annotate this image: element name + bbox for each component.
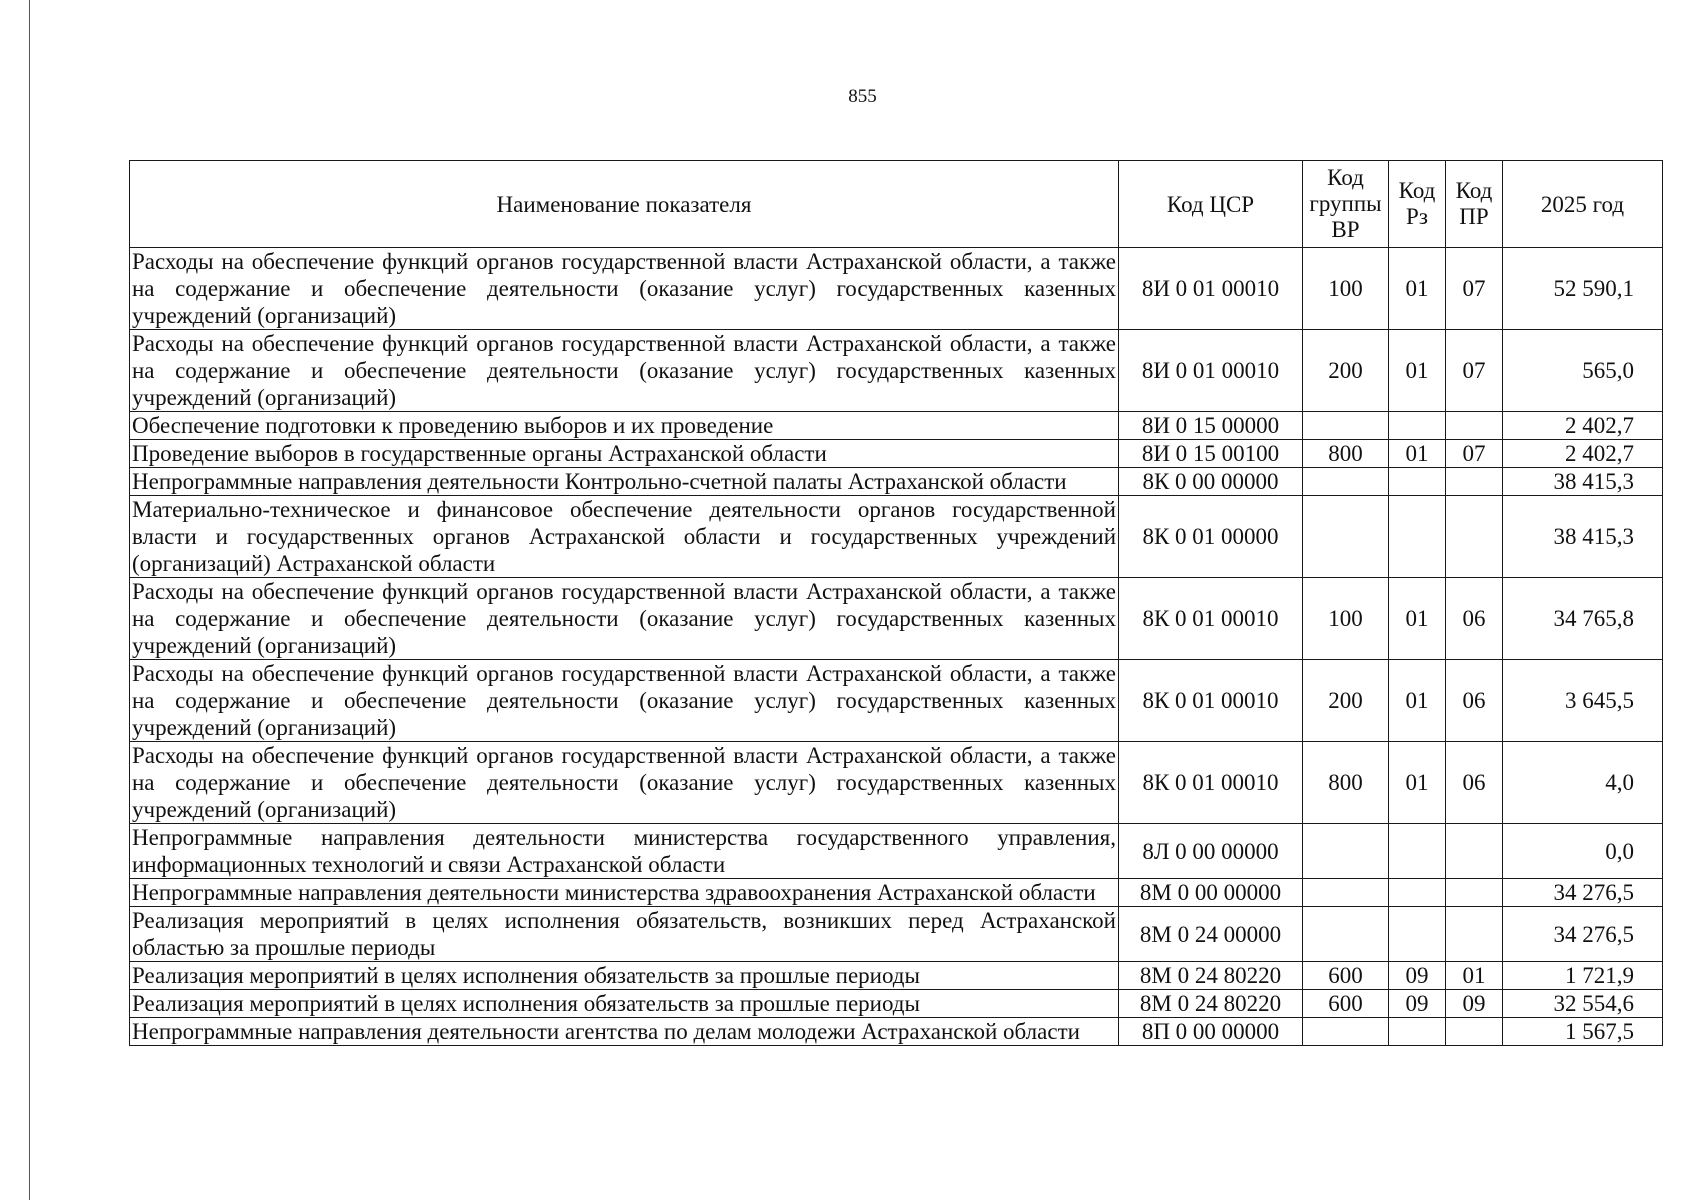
cell-vr: 600	[1303, 990, 1389, 1018]
cell-csr: 8Л 0 00 00000	[1119, 824, 1303, 879]
cell-amount: 1 721,9	[1503, 962, 1663, 990]
cell-amount: 2 402,7	[1503, 440, 1663, 468]
cell-name: Непрограммные направления деятельности министерства государственного управления, информационных технологий и связи Астраханской области	[130, 824, 1119, 879]
cell-pr	[1446, 907, 1503, 962]
table-row	[130, 468, 1663, 496]
cell-name: Расходы на обеспечение функций органов государственной власти Астраханской области, а также на содержание и обеспечение деятельности (оказание услуг) государственных казенных учреждений (организаций)	[130, 330, 1119, 412]
cell-rz: 01	[1389, 660, 1446, 742]
header-csr: Код ЦСР	[1119, 161, 1303, 248]
header-pr: Код ПР	[1446, 161, 1503, 248]
cell-vr: 200	[1303, 660, 1389, 742]
header-amount: 2025 год	[1503, 161, 1663, 248]
cell-pr: 07	[1446, 330, 1503, 412]
cell-vr: 800	[1303, 742, 1389, 824]
cell-csr: 8И 0 01 00010	[1119, 330, 1303, 412]
cell-name: Реализация мероприятий в целях исполнения обязательств, возникших перед Астраханской областью за прошлые периоды	[130, 907, 1119, 962]
cell-pr	[1446, 879, 1503, 907]
cell-pr	[1446, 824, 1503, 879]
cell-csr: 8И 0 01 00010	[1119, 248, 1303, 330]
cell-rz: 01	[1389, 330, 1446, 412]
cell-amount: 4,0	[1503, 742, 1663, 824]
cell-amount: 34 276,5	[1503, 879, 1663, 907]
cell-csr: 8К 0 01 00000	[1119, 496, 1303, 578]
cell-amount: 565,0	[1503, 330, 1663, 412]
cell-pr	[1446, 1018, 1503, 1046]
header-vr: Код группы ВР	[1303, 161, 1389, 248]
cell-rz	[1389, 468, 1446, 496]
cell-csr: 8М 0 00 00000	[1119, 879, 1303, 907]
cell-vr: 200	[1303, 330, 1389, 412]
table-row	[130, 990, 1663, 1018]
cell-pr	[1446, 496, 1503, 578]
table-row	[130, 879, 1663, 907]
table-row	[130, 824, 1663, 879]
cell-name: Расходы на обеспечение функций органов государственной власти Астраханской области, а также на содержание и обеспечение деятельности (оказание услуг) государственных казенных учреждений (организаций)	[130, 660, 1119, 742]
cell-vr: 600	[1303, 962, 1389, 990]
cell-amount: 1 567,5	[1503, 1018, 1663, 1046]
cell-csr: 8К 0 00 00000	[1119, 468, 1303, 496]
cell-rz: 01	[1389, 578, 1446, 660]
cell-vr	[1303, 907, 1389, 962]
cell-vr	[1303, 496, 1389, 578]
cell-pr: 07	[1446, 248, 1503, 330]
cell-csr: 8К 0 01 00010	[1119, 578, 1303, 660]
cell-name: Материально-техническое и финансовое обеспечение деятельности органов государственной власти и государственных органов Астраханской области и государственных учреждений (организаций) Астраханской области	[130, 496, 1119, 578]
cell-name: Расходы на обеспечение функций органов государственной власти Астраханской области, а также на содержание и обеспечение деятельности (оказание услуг) государственных казенных учреждений (организаций)	[130, 578, 1119, 660]
cell-amount: 2 402,7	[1503, 412, 1663, 440]
table-row	[130, 962, 1663, 990]
cell-rz: 09	[1389, 990, 1446, 1018]
cell-pr: 09	[1446, 990, 1503, 1018]
cell-amount: 0,0	[1503, 824, 1663, 879]
cell-name: Непрограммные направления деятельности министерства здравоохранения Астраханской области	[130, 879, 1119, 907]
table-header-row	[130, 161, 1663, 248]
cell-vr: 100	[1303, 578, 1389, 660]
table-row	[130, 330, 1663, 412]
cell-csr: 8М 0 24 00000	[1119, 907, 1303, 962]
table-body	[130, 248, 1663, 1046]
cell-pr: 06	[1446, 660, 1503, 742]
cell-rz	[1389, 824, 1446, 879]
table-row	[130, 1018, 1663, 1046]
budget-table	[129, 160, 1663, 1046]
cell-vr	[1303, 824, 1389, 879]
cell-pr: 07	[1446, 440, 1503, 468]
cell-name: Проведение выборов в государственные органы Астраханской области	[130, 440, 1119, 468]
cell-vr	[1303, 879, 1389, 907]
table-row	[130, 248, 1663, 330]
table-row	[130, 578, 1663, 660]
cell-name: Непрограммные направления деятельности агентства по делам молодежи Астраханской области	[130, 1018, 1119, 1046]
table-row	[130, 907, 1663, 962]
table-row	[130, 660, 1663, 742]
cell-amount: 32 554,6	[1503, 990, 1663, 1018]
cell-csr: 8М 0 24 80220	[1119, 990, 1303, 1018]
table-row	[130, 742, 1663, 824]
cell-name: Обеспечение подготовки к проведению выборов и их проведение	[130, 412, 1119, 440]
cell-name: Расходы на обеспечение функций органов государственной власти Астраханской области, а также на содержание и обеспечение деятельности (оказание услуг) государственных казенных учреждений (организаций)	[130, 248, 1119, 330]
cell-rz	[1389, 907, 1446, 962]
table-row	[130, 496, 1663, 578]
cell-vr	[1303, 1018, 1389, 1046]
cell-rz: 01	[1389, 440, 1446, 468]
cell-amount: 52 590,1	[1503, 248, 1663, 330]
cell-vr	[1303, 412, 1389, 440]
left-margin-line	[29, 0, 30, 1200]
cell-vr	[1303, 468, 1389, 496]
cell-amount: 38 415,3	[1503, 496, 1663, 578]
cell-amount: 38 415,3	[1503, 468, 1663, 496]
cell-vr: 800	[1303, 440, 1389, 468]
cell-vr: 100	[1303, 248, 1389, 330]
cell-rz: 01	[1389, 742, 1446, 824]
cell-rz: 09	[1389, 962, 1446, 990]
table-row	[130, 440, 1663, 468]
cell-pr	[1446, 468, 1503, 496]
table-row	[130, 412, 1663, 440]
header-name: Наименование показателя	[130, 161, 1119, 248]
cell-name: Расходы на обеспечение функций органов государственной власти Астраханской области, а также на содержание и обеспечение деятельности (оказание услуг) государственных казенных учреждений (организаций)	[130, 742, 1119, 824]
cell-rz	[1389, 879, 1446, 907]
cell-pr: 06	[1446, 578, 1503, 660]
cell-csr: 8М 0 24 80220	[1119, 962, 1303, 990]
cell-csr: 8К 0 01 00010	[1119, 742, 1303, 824]
page-number: 855	[848, 86, 877, 107]
cell-amount: 3 645,5	[1503, 660, 1663, 742]
header-rz: Код Рз	[1389, 161, 1446, 248]
cell-name: Реализация мероприятий в целях исполнения обязательств за прошлые периоды	[130, 990, 1119, 1018]
cell-csr: 8П 0 00 00000	[1119, 1018, 1303, 1046]
cell-pr: 06	[1446, 742, 1503, 824]
cell-pr	[1446, 412, 1503, 440]
cell-rz	[1389, 496, 1446, 578]
cell-name: Непрограммные направления деятельности Контрольно-счетной палаты Астраханской области	[130, 468, 1119, 496]
cell-rz	[1389, 1018, 1446, 1046]
cell-rz: 01	[1389, 248, 1446, 330]
cell-rz	[1389, 412, 1446, 440]
cell-amount: 34 765,8	[1503, 578, 1663, 660]
cell-csr: 8К 0 01 00010	[1119, 660, 1303, 742]
cell-csr: 8И 0 15 00000	[1119, 412, 1303, 440]
cell-csr: 8И 0 15 00100	[1119, 440, 1303, 468]
cell-pr: 01	[1446, 962, 1503, 990]
cell-name: Реализация мероприятий в целях исполнения обязательств за прошлые периоды	[130, 962, 1119, 990]
cell-amount: 34 276,5	[1503, 907, 1663, 962]
